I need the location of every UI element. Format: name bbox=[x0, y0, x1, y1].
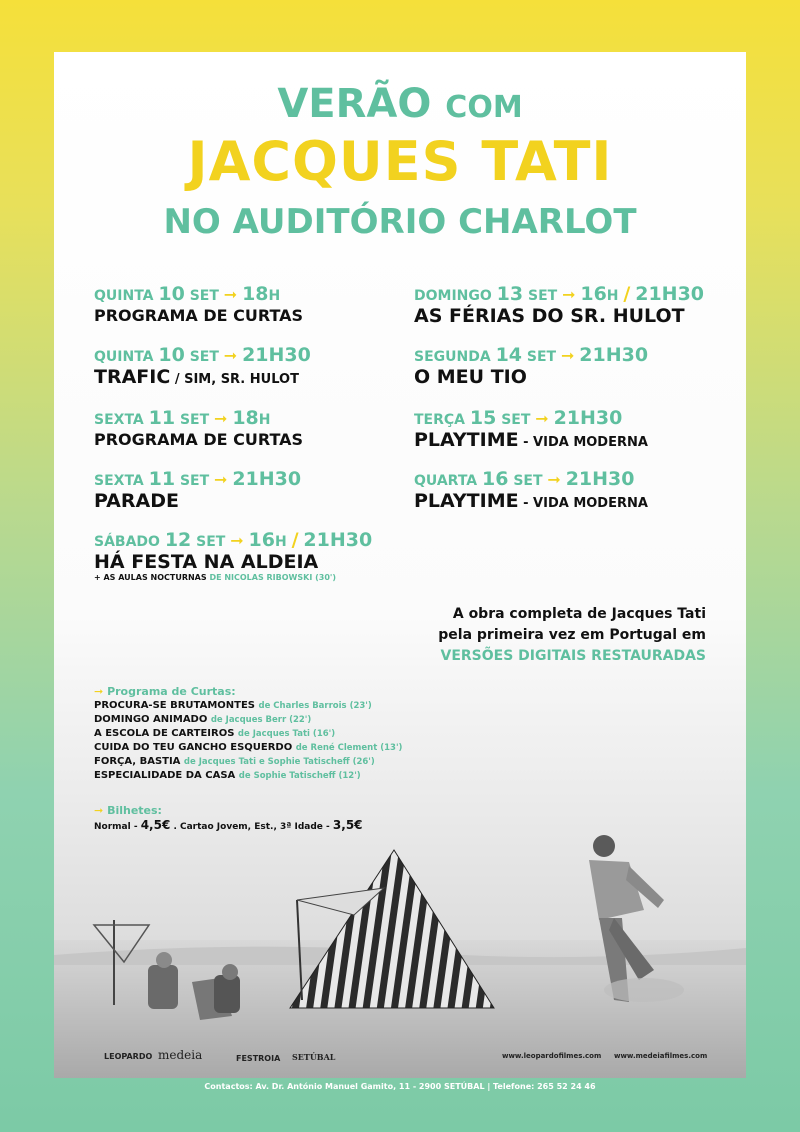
event-item bbox=[414, 284, 714, 326]
event-time: 16 bbox=[580, 283, 607, 305]
event-film-extra: / SIM, SR. HULOT bbox=[170, 372, 299, 387]
event-day: DOMINGO bbox=[414, 288, 492, 304]
event-time-suffix: H bbox=[274, 534, 287, 550]
title-jacques-tati: JACQUES TATI bbox=[187, 130, 613, 193]
event-film: PARADE bbox=[94, 490, 179, 512]
curtas-heading bbox=[94, 685, 494, 699]
event-item bbox=[414, 408, 714, 453]
event-day: TERÇA bbox=[414, 412, 466, 428]
event-month: SET bbox=[527, 288, 558, 304]
price-discount: 3,5€ bbox=[332, 818, 363, 832]
link-medeiafilmes[interactable]: www.medeiafilmes.com bbox=[614, 1052, 708, 1060]
curta-by: de Charles Barrois (23') bbox=[258, 701, 372, 711]
curta-title: A ESCOLA DE CARTEIROS bbox=[94, 728, 235, 739]
event-when bbox=[94, 469, 394, 491]
event-item bbox=[414, 345, 714, 387]
event-film bbox=[94, 367, 394, 390]
event-when bbox=[414, 408, 714, 430]
event-time: 21 bbox=[242, 344, 269, 366]
event-time-suffix: H bbox=[258, 412, 271, 428]
event-day: SÁBADO bbox=[94, 534, 160, 550]
event-date: 11 bbox=[148, 407, 176, 429]
curta-item bbox=[94, 755, 494, 769]
curta-title: DOMINGO ANIMADO bbox=[94, 714, 208, 725]
event-item bbox=[94, 469, 394, 511]
arrow-right-icon: ➞ bbox=[94, 685, 104, 698]
event-film: PROGRAMA DE CURTAS bbox=[94, 430, 304, 449]
event-time-suffix: H bbox=[606, 288, 619, 304]
price-discount-label: . Cartao Jovem, Est., 3ª Idade - bbox=[170, 822, 333, 832]
time-separator: / bbox=[623, 283, 631, 305]
title-line-1 bbox=[54, 80, 746, 132]
curta-by: de Sophie Tatischeff (12') bbox=[238, 771, 361, 781]
event-film: O MEU TIO bbox=[414, 366, 527, 388]
beach-photo bbox=[54, 790, 746, 1078]
poster-panel bbox=[54, 52, 746, 1078]
event-time: 18 bbox=[242, 283, 269, 305]
event-film-title: PLAYTIME bbox=[414, 490, 519, 512]
arrow-right-icon: ➞ bbox=[214, 470, 228, 489]
event-time-suffix: H30 bbox=[580, 407, 623, 429]
arrow-right-icon: ➞ bbox=[223, 285, 238, 304]
event-film-title: TRAFIC bbox=[94, 366, 171, 388]
arrow-right-icon: ➞ bbox=[223, 346, 238, 365]
logo-setubal: SETÚBAL bbox=[292, 1052, 336, 1062]
event-film bbox=[414, 491, 714, 514]
event-date: 11 bbox=[148, 468, 176, 490]
event-when bbox=[94, 530, 434, 552]
title-auditorio: NO AUDITÓRIO CHARLOT bbox=[163, 202, 637, 242]
event-date: 10 bbox=[158, 344, 185, 366]
event-date: 14 bbox=[495, 344, 523, 366]
event-when bbox=[94, 345, 394, 367]
event-date: 10 bbox=[158, 283, 185, 305]
programa-curtas bbox=[94, 685, 494, 783]
event-time-2: 21 bbox=[635, 283, 662, 305]
curta-title: PROCURA-SE BRUTAMONTES bbox=[94, 700, 255, 711]
logo-festroia: FESTROIA bbox=[236, 1054, 281, 1063]
curta-title: ESPECIALIDADE DA CASA bbox=[94, 770, 236, 781]
event-time-suffix: H30 bbox=[268, 344, 311, 366]
curta-title: CUIDA DO TEU GANCHO ESQUERDO bbox=[94, 742, 293, 753]
logo-medeia: medeia bbox=[158, 1048, 203, 1062]
event-time-2-suffix: H30 bbox=[329, 529, 373, 551]
event-day: SEXTA bbox=[94, 412, 144, 428]
arrow-right-icon: ➞ bbox=[560, 346, 575, 365]
event-extra bbox=[94, 572, 434, 584]
event-month: SET bbox=[526, 349, 557, 365]
sand-dust bbox=[604, 978, 684, 1002]
sponsor-logos bbox=[54, 1042, 746, 1072]
footer-contacts: Contactos: Av. Dr. António Manuel Gamito, 11 - 2900 SETÚBAL | Telefone: 265 52 24 46 bbox=[204, 1082, 596, 1091]
curta-item bbox=[94, 727, 494, 741]
arrow-right-icon: ➞ bbox=[230, 531, 244, 550]
event-time: 16 bbox=[248, 529, 275, 551]
event-month: SET bbox=[189, 349, 219, 365]
arrow-right-icon: ➞ bbox=[214, 409, 228, 428]
curtas-heading-text: Programa de Curtas: bbox=[107, 685, 236, 698]
event-time: 21 bbox=[553, 407, 581, 429]
event-month: SET bbox=[189, 288, 219, 304]
event-item bbox=[94, 530, 434, 584]
price-normal-label: Normal - bbox=[94, 822, 141, 832]
obra-line-3: VERSÕES DIGITAIS RESTAURADAS bbox=[440, 648, 706, 664]
event-month: SET bbox=[513, 473, 543, 489]
event-day: QUINTA bbox=[94, 349, 154, 365]
event-time-2: 21 bbox=[303, 529, 330, 551]
event-when bbox=[94, 408, 394, 430]
event-film-title: PLAYTIME bbox=[414, 429, 519, 451]
curta-title: FORÇA, BASTIA bbox=[94, 756, 181, 767]
event-extra-by: DE NICOLAS RIBOWSKI (30') bbox=[209, 573, 336, 582]
event-time: 21 bbox=[579, 344, 606, 366]
event-date: 13 bbox=[496, 283, 524, 305]
event-film: PROGRAMA DE CURTAS bbox=[94, 306, 304, 325]
event-date: 12 bbox=[164, 529, 192, 551]
arrow-right-icon: ➞ bbox=[535, 409, 549, 428]
event-film-extra: - VIDA MODERNA bbox=[518, 496, 648, 511]
event-time-suffix: H30 bbox=[605, 344, 649, 366]
event-time-suffix: H30 bbox=[258, 468, 302, 490]
event-month: SET bbox=[179, 473, 210, 489]
bilhetes-heading-text: Bilhetes: bbox=[107, 804, 162, 817]
obra-line-1: A obra completa de Jacques Tati bbox=[452, 606, 706, 622]
time-separator: / bbox=[291, 529, 299, 551]
striped-tent bbox=[290, 850, 494, 1008]
seated-figure-2 bbox=[214, 975, 240, 1013]
event-film: HÁ FESTA NA ALDEIA bbox=[94, 551, 319, 573]
curta-by: de René Clement (13') bbox=[295, 743, 403, 753]
obra-line-2: pela primeira vez em Portugal em bbox=[438, 627, 706, 643]
title-com: COM bbox=[445, 90, 523, 125]
arrow-right-icon: ➞ bbox=[94, 804, 104, 817]
event-film bbox=[414, 430, 714, 453]
event-when bbox=[94, 284, 394, 306]
event-extra-title: + AS AULAS NOCTURNAS bbox=[94, 573, 207, 582]
logo-leopardo: LEOPARDO bbox=[104, 1052, 153, 1061]
event-day: QUINTA bbox=[94, 288, 154, 304]
event-time-2-suffix: H30 bbox=[661, 283, 705, 305]
arrow-right-icon: ➞ bbox=[562, 285, 576, 304]
arrow-right-icon: ➞ bbox=[547, 470, 561, 489]
curta-by: de Jacques Tati e Sophie Tatischeff (26') bbox=[183, 757, 375, 767]
event-date: 16 bbox=[482, 468, 509, 490]
curta-item bbox=[94, 769, 494, 783]
event-time: 18 bbox=[232, 407, 259, 429]
event-item bbox=[94, 408, 394, 450]
event-time: 21 bbox=[232, 468, 259, 490]
price-normal: 4,5€ bbox=[140, 818, 171, 832]
event-day: SEGUNDA bbox=[414, 349, 491, 365]
curta-item bbox=[94, 713, 494, 727]
event-time-suffix: H bbox=[268, 288, 281, 304]
event-when bbox=[414, 284, 714, 306]
event-when bbox=[414, 345, 714, 367]
seated-figure-1-head bbox=[156, 952, 172, 968]
event-day: SEXTA bbox=[94, 473, 144, 489]
event-film-extra: - VIDA MODERNA bbox=[518, 435, 648, 450]
event-film: AS FÉRIAS DO SR. HULOT bbox=[414, 305, 685, 327]
seated-figure-1 bbox=[148, 965, 178, 1009]
obra-completa-note bbox=[438, 604, 706, 667]
event-time: 21 bbox=[565, 468, 593, 490]
event-day: QUARTA bbox=[414, 473, 478, 489]
event-time-suffix: H30 bbox=[592, 468, 635, 490]
curta-by: de Jacques Tati (16') bbox=[237, 729, 336, 739]
event-month: SET bbox=[196, 534, 226, 550]
curta-by: de Jacques Berr (22') bbox=[210, 715, 312, 725]
title-verao: VERÃO bbox=[277, 81, 432, 127]
event-month: SET bbox=[179, 412, 210, 428]
event-item bbox=[94, 345, 394, 390]
curta-item bbox=[94, 699, 494, 713]
link-leopardofilmes[interactable]: www.leopardofilmes.com bbox=[502, 1052, 602, 1060]
event-date: 15 bbox=[469, 407, 497, 429]
event-month: SET bbox=[501, 412, 531, 428]
event-item bbox=[414, 469, 714, 514]
event-when bbox=[414, 469, 714, 491]
event-item bbox=[94, 284, 394, 326]
curta-item bbox=[94, 741, 494, 755]
seated-figure-2-head bbox=[222, 964, 238, 980]
